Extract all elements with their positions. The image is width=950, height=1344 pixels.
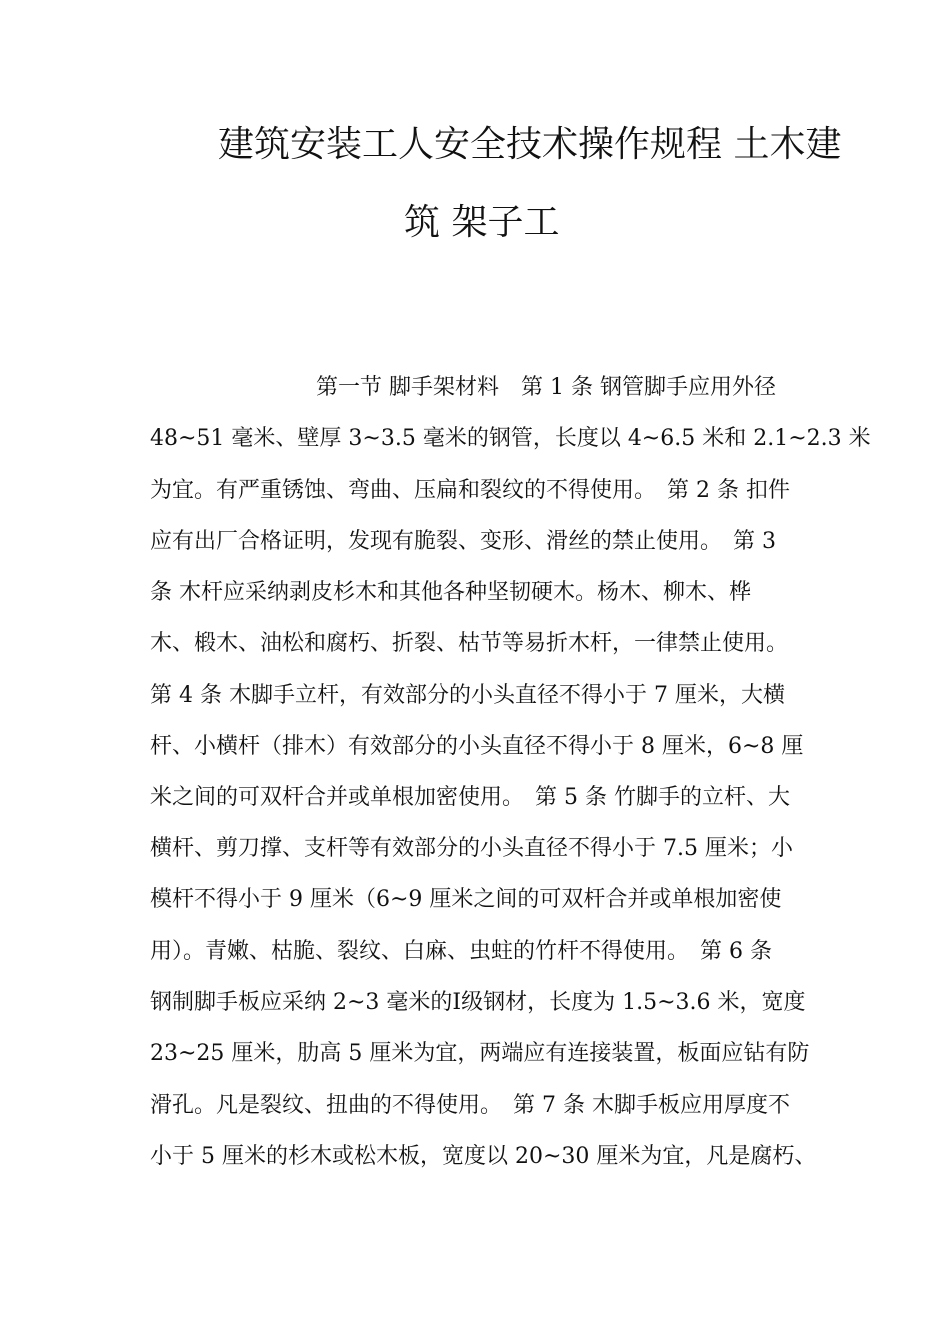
body-line: 用）。青嫩、枯脆、裂纹、白麻、虫蛀的竹杆不得使用。 第 6 条 — [150, 939, 772, 964]
body-line: 钢制脚手板应采纳 2~3 毫米的Ⅰ级钢材，长度为 1.5~3.6 米，宽度 — [150, 990, 806, 1015]
body-line: 杆、小横杆（排木）有效部分的小头直径不得小于 8 厘米，6~8 厘 — [150, 734, 804, 759]
document-title-line-2: 筑 架子工 — [404, 202, 560, 243]
body-line: 条 木杆应采纳剥皮杉木和其他各种坚韧硬木。杨木、柳木、桦 — [150, 580, 751, 605]
body-line: 滑孔。凡是裂纹、扭曲的不得使用。 第 7 条 木脚手板应用厚度不 — [150, 1093, 790, 1118]
document-title-line-1: 建筑安装工人安全技术操作规程 土木建 — [218, 124, 842, 165]
body-line: 48~51 毫米、壁厚 3~3.5 毫米的钢管，长度以 4~6.5 米和 2.1~2.3 米 — [150, 426, 871, 451]
body-line: 为宜。有严重锈蚀、弯曲、压扁和裂纹的不得使用。 第 2 条 扣件 — [150, 478, 790, 503]
body-line: 23~25 厘米，肋高 5 厘米为宜，两端应有连接装置，板面应钻有防 — [150, 1041, 810, 1066]
body-line: 第一节 脚手架材料 第 1 条 钢管脚手应用外径 — [316, 375, 776, 400]
body-line: 应有出厂合格证明，发现有脆裂、变形、滑丝的禁止使用。 第 3 — [150, 529, 776, 554]
body-line: 小于 5 厘米的杉木或松木板，宽度以 20~30 厘米为宜，凡是腐朽、 — [150, 1144, 817, 1169]
body-line: 木、椴木、油松和腐朽、折裂、枯节等易折木杆，一律禁止使用。 — [150, 631, 789, 656]
body-line: 横杆、剪刀撑、支杆等有效部分的小头直径不得小于 7.5 厘米；小 — [150, 836, 793, 861]
body-line: 米之间的可双杆合并或单根加密使用。 第 5 条 竹脚手的立杆、大 — [150, 785, 790, 810]
body-line: 模杆不得小于 9 厘米（6~9 厘米之间的可双杆合并或单根加密使 — [150, 887, 782, 912]
body-line: 第 4 条 木脚手立杆，有效部分的小头直径不得小于 7 厘米，大横 — [150, 683, 785, 708]
